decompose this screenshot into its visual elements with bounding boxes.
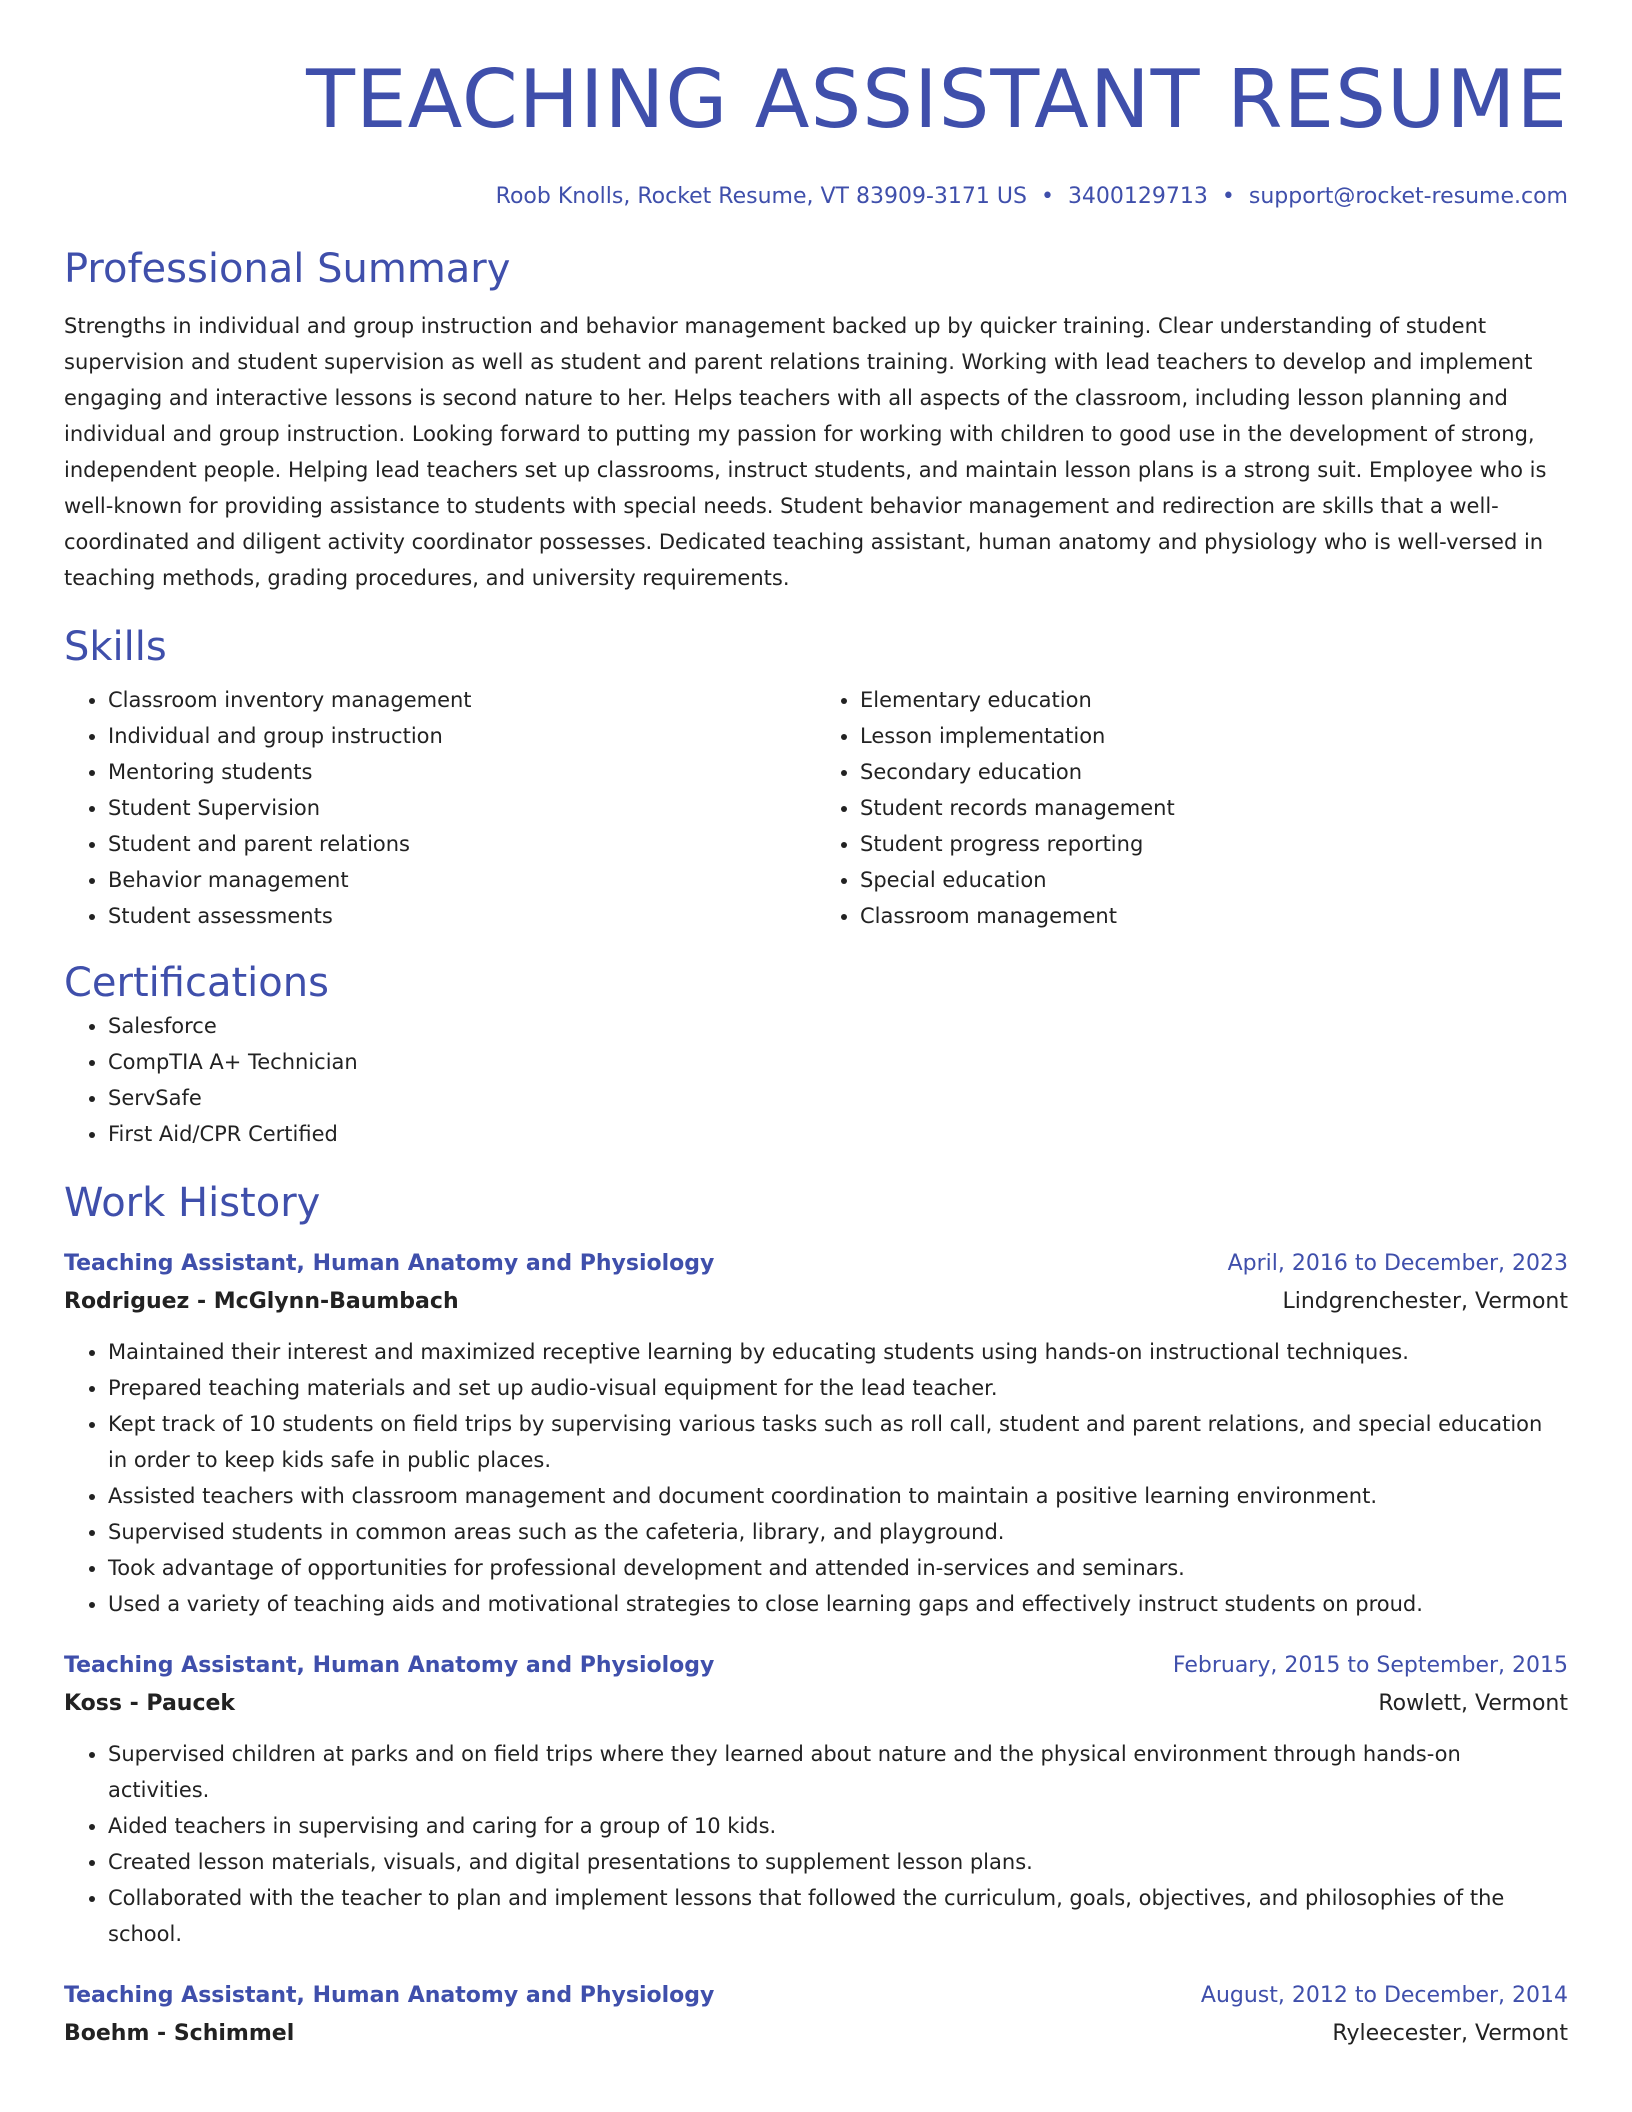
skill-item: • Behavior management <box>108 862 816 898</box>
job-title: Teaching Assistant, Human Anatomy and Physiology <box>64 1251 715 1276</box>
job-bullet: • Maintained their interest and maximized receptive learning by educating students using hands-on instructional techniques. <box>108 1334 1568 1370</box>
job-bullet: • Collaborated with the teacher to plan and implement lessons that followed the curriculum, goals, objectives, and philosophies of the school. <box>108 1880 1568 1952</box>
contact-email[interactable]: support@rocket-resume.com <box>1248 184 1568 209</box>
skill-item: • Secondary education <box>860 754 1568 790</box>
job-bullet: • Kept track of 10 students on field trips by supervising various tasks such as roll call, student and parent relations, and special education in order to keep kids safe in public places. <box>108 1406 1568 1478</box>
job-dates: February, 2015 to September, 2015 <box>1172 1653 1568 1678</box>
job-company: Koss - Paucek <box>64 1691 236 1716</box>
skill-item: • Student Supervision <box>108 790 816 826</box>
skill-item: • Mentoring students <box>108 754 816 790</box>
job-bullet: • Supervised students in common areas such as the cafeteria, library, and playground. <box>108 1514 1568 1550</box>
job-location: Ryleecester, Vermont <box>1332 2021 1568 2046</box>
skills-list-right <box>816 682 1568 934</box>
summary-heading: Professional Summary <box>64 246 511 292</box>
job-dates: August, 2012 to December, 2014 <box>1200 1983 1568 2008</box>
certification-item: • First Aid/CPR Certified <box>108 1116 1568 1152</box>
job-entry <box>64 1648 1568 1952</box>
job-location: Rowlett, Vermont <box>1378 1691 1568 1716</box>
skill-item: • Classroom inventory management <box>108 682 816 718</box>
job-company: Rodriguez - McGlynn-Baumbach <box>64 1289 459 1314</box>
resume-title: TEACHING ASSISTANT RESUME <box>306 53 1568 146</box>
skill-item: • Student progress reporting <box>860 826 1568 862</box>
work-history-heading: Work History <box>64 1180 321 1226</box>
job-dates: April, 2016 to December, 2023 <box>1227 1251 1568 1276</box>
certifications-list <box>64 1008 1568 1152</box>
skill-item: • Student assessments <box>108 898 816 934</box>
skills-columns <box>64 682 1568 934</box>
job-bullets <box>64 1334 1568 1622</box>
job-title: Teaching Assistant, Human Anatomy and Physiology <box>64 1983 715 2008</box>
job-header <box>64 1978 1568 2014</box>
skill-item: • Elementary education <box>860 682 1568 718</box>
job-subheader <box>64 1282 1568 1322</box>
job-bullet: • Supervised children at parks and on field trips where they learned about nature and the physical environment through hands-on activities. <box>108 1736 1568 1808</box>
skill-item: • Individual and group instruction <box>108 718 816 754</box>
skills-list-left <box>64 682 816 934</box>
job-header <box>64 1246 1568 1282</box>
certifications-heading: Certifications <box>64 960 329 1006</box>
skill-item: • Student records management <box>860 790 1568 826</box>
job-title: Teaching Assistant, Human Anatomy and Physiology <box>64 1653 715 1678</box>
job-bullet: • Prepared teaching materials and set up audio-visual equipment for the lead teacher. <box>108 1370 1568 1406</box>
skill-item: • Special education <box>860 862 1568 898</box>
job-entry <box>64 1978 1568 2054</box>
job-bullet: • Used a variety of teaching aids and motivational strategies to close learning gaps and effectively instruct students on proud. <box>108 1586 1568 1622</box>
job-subheader <box>64 1684 1568 1724</box>
skills-heading: Skills <box>64 624 167 670</box>
job-subheader <box>64 2014 1568 2054</box>
certification-item: • ServSafe <box>108 1080 1568 1116</box>
job-bullet: • Took advantage of opportunities for professional development and attended in-services and seminars. <box>108 1550 1568 1586</box>
job-company: Boehm - Schimmel <box>64 2021 295 2046</box>
certification-item: • Salesforce <box>108 1008 1568 1044</box>
summary-text: Strengths in individual and group instruction and behavior management backed up by quicker training. Clear understanding of student supervision and student supervision as well as student and parent relations training. Working with lead teachers to develop and implement engaging and interactive lessons is second nature to her. Helps teachers with all aspects of the classroom, including lesson planning and individual and group instruction. Looking forward to putting my passion for working with children to good use in the development of strong, independent people. Helping lead teachers set up classrooms, instruct students, and maintain lesson plans is a strong suit. Employee who is well-known for providing assistance to students with special needs. Student behavior management and redirection are skills that a well-coordinated and diligent activity coordinator possesses. Dedicated teaching assistant, human anatomy and physiology who is well-versed in teaching methods, grading procedures, and university requirements. <box>64 314 1547 590</box>
contact-separator: • <box>1221 184 1235 209</box>
contact-line <box>64 182 1568 212</box>
skill-item: • Lesson implementation <box>860 718 1568 754</box>
job-bullets <box>64 1736 1568 1952</box>
contact-address: Roob Knolls, Rocket Resume, VT 83909-3171 US <box>495 184 1027 209</box>
skill-item: • Classroom management <box>860 898 1568 934</box>
job-location: Lindgrenchester, Vermont <box>1282 1289 1568 1314</box>
job-bullet: • Aided teachers in supervising and caring for a group of 10 kids. <box>108 1808 1568 1844</box>
certification-item: • CompTIA A+ Technician <box>108 1044 1568 1080</box>
job-bullet: • Assisted teachers with classroom management and document coordination to maintain a positive learning environment. <box>108 1478 1568 1514</box>
contact-separator: • <box>1040 184 1054 209</box>
job-bullet: • Created lesson materials, visuals, and digital presentations to supplement lesson plans. <box>108 1844 1568 1880</box>
job-entry <box>64 1246 1568 1622</box>
skill-item: • Student and parent relations <box>108 826 816 862</box>
job-header <box>64 1648 1568 1684</box>
contact-phone: 3400129713 <box>1067 184 1208 209</box>
